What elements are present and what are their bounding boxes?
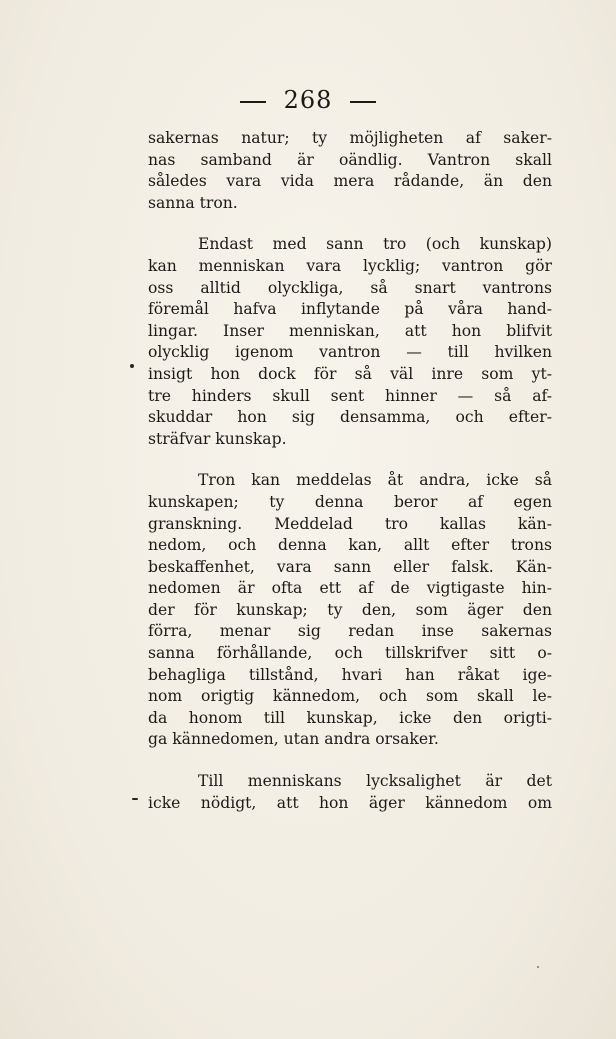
- paragraph: [148, 771, 552, 814]
- ink-speck: [537, 966, 539, 968]
- paragraph: [148, 470, 552, 751]
- text-line: nas samband är oändlig. Vantron skall: [148, 150, 552, 169]
- text-line: nedom, och denna kan, allt efter trons: [148, 536, 552, 555]
- text-line: Endast med sann tro (och kunskap): [198, 235, 552, 254]
- text-line: nedomen är ofta ett af de vigtigaste hin-: [148, 579, 552, 598]
- page-number: 268: [283, 86, 333, 114]
- text-line: lingar. Inser menniskan, att hon blifvit: [148, 321, 552, 340]
- text-line: skuddar hon sig densamma, och efter-: [148, 408, 552, 427]
- text-line: föremål hafva inflytande på våra hand-: [148, 300, 552, 319]
- text-line: granskning. Meddelad tro kallas kän-: [148, 514, 552, 533]
- ink-speck: [130, 364, 134, 368]
- text-line: insigt hon dock för så väl inre som yt-: [148, 364, 552, 383]
- text-line: icke nödigt, att hon äger kännedom om: [148, 793, 552, 812]
- header-dash-right: [350, 101, 376, 103]
- text-line: kunskapen; ty denna beror af egen: [148, 492, 552, 511]
- text-line: behagliga tillstånd, hvari han råkat ige-: [148, 665, 552, 684]
- text-line: tre hinders skull sent hinner — så af-: [148, 386, 552, 405]
- header-dash-left: [240, 101, 266, 103]
- paragraph: [148, 128, 552, 214]
- text-line: olycklig igenom vantron — till hvilken: [148, 343, 552, 362]
- ink-speck: [132, 798, 138, 800]
- page-header: [0, 86, 616, 114]
- text-line: förra, menar sig redan inse sakernas: [148, 622, 552, 641]
- text-line: sanna tron.: [148, 193, 238, 212]
- text-line: nom origtig kännedom, och som skall le-: [148, 687, 552, 706]
- text-line: således vara vida mera rådande, än den: [148, 172, 552, 191]
- paragraph: [148, 234, 552, 450]
- text-line: da honom till kunskap, icke den origti-: [148, 708, 552, 727]
- text-line: Tron kan meddelas åt andra, icke så: [198, 471, 552, 490]
- text-line: beskaffenhet, vara sann eller falsk. Kän-: [148, 557, 552, 576]
- text-line: der för kunskap; ty den, som äger den: [148, 600, 552, 619]
- text-line: sanna förhållande, och tillskrifver sitt o-: [148, 644, 552, 663]
- text-line: Till menniskans lycksalighet är det: [198, 772, 552, 791]
- text-line: oss alltid olyckliga, så snart vantrons: [148, 278, 552, 297]
- page-body: [148, 128, 552, 830]
- text-line: sakernas natur; ty möjligheten af saker-: [148, 129, 552, 147]
- text-line: kan menniskan vara lycklig; vantron gör: [148, 256, 552, 275]
- text-line: sträfvar kunskap.: [148, 429, 287, 448]
- text-line: ga kännedomen, utan andra orsaker.: [148, 730, 439, 749]
